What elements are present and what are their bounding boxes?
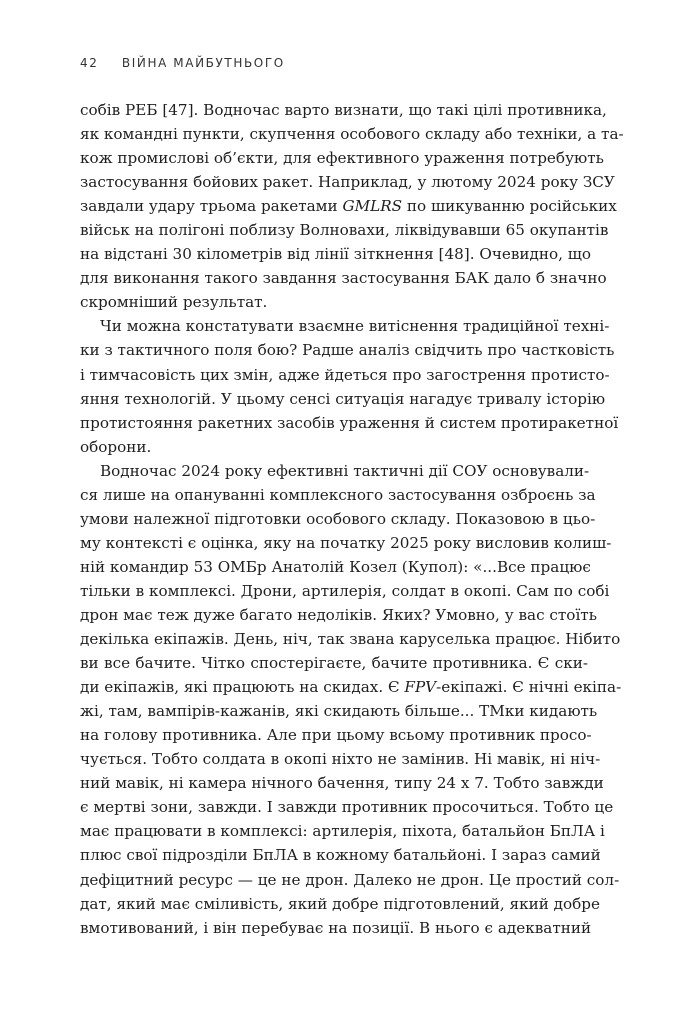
text-line: як командні пункти, скупчення особового складу або техніки, а та- <box>80 125 624 144</box>
text-line: ди екіпажів, які працюють на скидах. Є FPV-екіпажі. Є нічні екіпа- <box>80 678 622 697</box>
text-line: дефіцитний ресурс — це не дрон. Далеко не дрон. Це простий сол- <box>80 870 620 889</box>
text-line: собів РЕБ [47]. Водночас варто визнати, що такі цілі противника, <box>80 101 607 119</box>
text-line: Водночас 2024 року ефективні тактичні дії СОУ основували- <box>100 461 590 480</box>
text-line: на голову противника. Але при цьому всьому противник просо- <box>80 726 592 745</box>
text-line: скромніший результат. <box>80 293 268 312</box>
text-line: ній командир 53 ОМБр Анатолій Козел (Купол): «...Все працює <box>80 557 591 576</box>
text-line: для виконання такого завдання застосування БАК дало б значно <box>80 269 607 288</box>
text-line: жі, там, вампірів-кажанів, які скидають більше... ТМки кидають <box>80 702 598 721</box>
text-line: дрон має теж дуже багато недоліків. Яких? Умовно, у вас стоїть <box>80 605 597 624</box>
text-line: яння технологій. У цьому сенсі ситуація нагадує тривалу історію <box>80 389 606 408</box>
text-line: ся лише на опануванні комплексного застосування озброєнь за <box>80 485 596 504</box>
text-line: умови належної підготовки особового складу. Показовою в цьо- <box>80 509 596 528</box>
running-header <box>80 56 285 70</box>
page-number: 42 <box>80 56 99 70</box>
text-line: на відстані 30 кілометрів від лінії зіткнення [48]. Очевидно, що <box>80 245 592 264</box>
text-line: застосування бойових ракет. Наприклад, у лютому 2024 року ЗСУ <box>80 173 615 192</box>
text-line: протистояння ракетних засобів ураження й систем протиракетної <box>80 413 619 432</box>
text-line: Чи можна констатувати взаємне витіснення традиційної техні- <box>100 317 610 336</box>
text-line: чується. Тобто солдата в окопі ніхто не замінив. Ні мавік, ні ніч- <box>80 750 601 769</box>
text-line: ви все бачите. Чітко спостерігаєте, бачите противника. Є ски- <box>80 654 588 673</box>
text-line: декілька екіпажів. День, ніч, так звана каруселька працює. Нібито <box>80 630 621 649</box>
text-line: завдали удару трьома ракетами GMLRS по шикуванню російських <box>80 197 617 216</box>
text-line: вмотивований, і він перебуває на позиції. В нього є адекватний <box>80 918 592 937</box>
body-text <box>80 98 624 940</box>
text-line: тільки в комплексі. Дрони, артилерія, солдат в окопі. Сам по собі <box>80 581 610 600</box>
text-line: плюс свої підрозділи БпЛА в кожному батальйоні. І зараз самий <box>80 846 601 865</box>
text-line: ки з тактичного поля бою? Радше аналіз свідчить про частковість <box>80 341 615 360</box>
text-line: і тимчасовість цих змін, адже йдеться про загострення протисто- <box>80 365 610 384</box>
text-line: оборони. <box>80 437 152 456</box>
text-line: має працювати в комплексі: артилерія, піхота, батальйон БпЛА і <box>80 822 605 841</box>
text-line: військ на полігоні поблизу Волновахи, ліквідувавши 65 окупантів <box>80 221 609 240</box>
running-title: ВІЙНА МАЙБУТНЬОГО <box>121 56 285 70</box>
text-line: кож промислові об’єкти, для ефективного ураження потребують <box>80 149 604 168</box>
text-line: му контексті є оцінка, яку на початку 2025 року висловив колиш- <box>80 533 612 552</box>
text-line: є мертві зони, завжди. І завжди противник просочиться. Тобто це <box>80 798 614 817</box>
text-line: дат, який має сміливість, який добре підготовлений, який добре <box>80 894 601 913</box>
text-line: ний мавік, ні камера нічного бачення, типу 24 х 7. Тобто завжди <box>80 774 604 793</box>
